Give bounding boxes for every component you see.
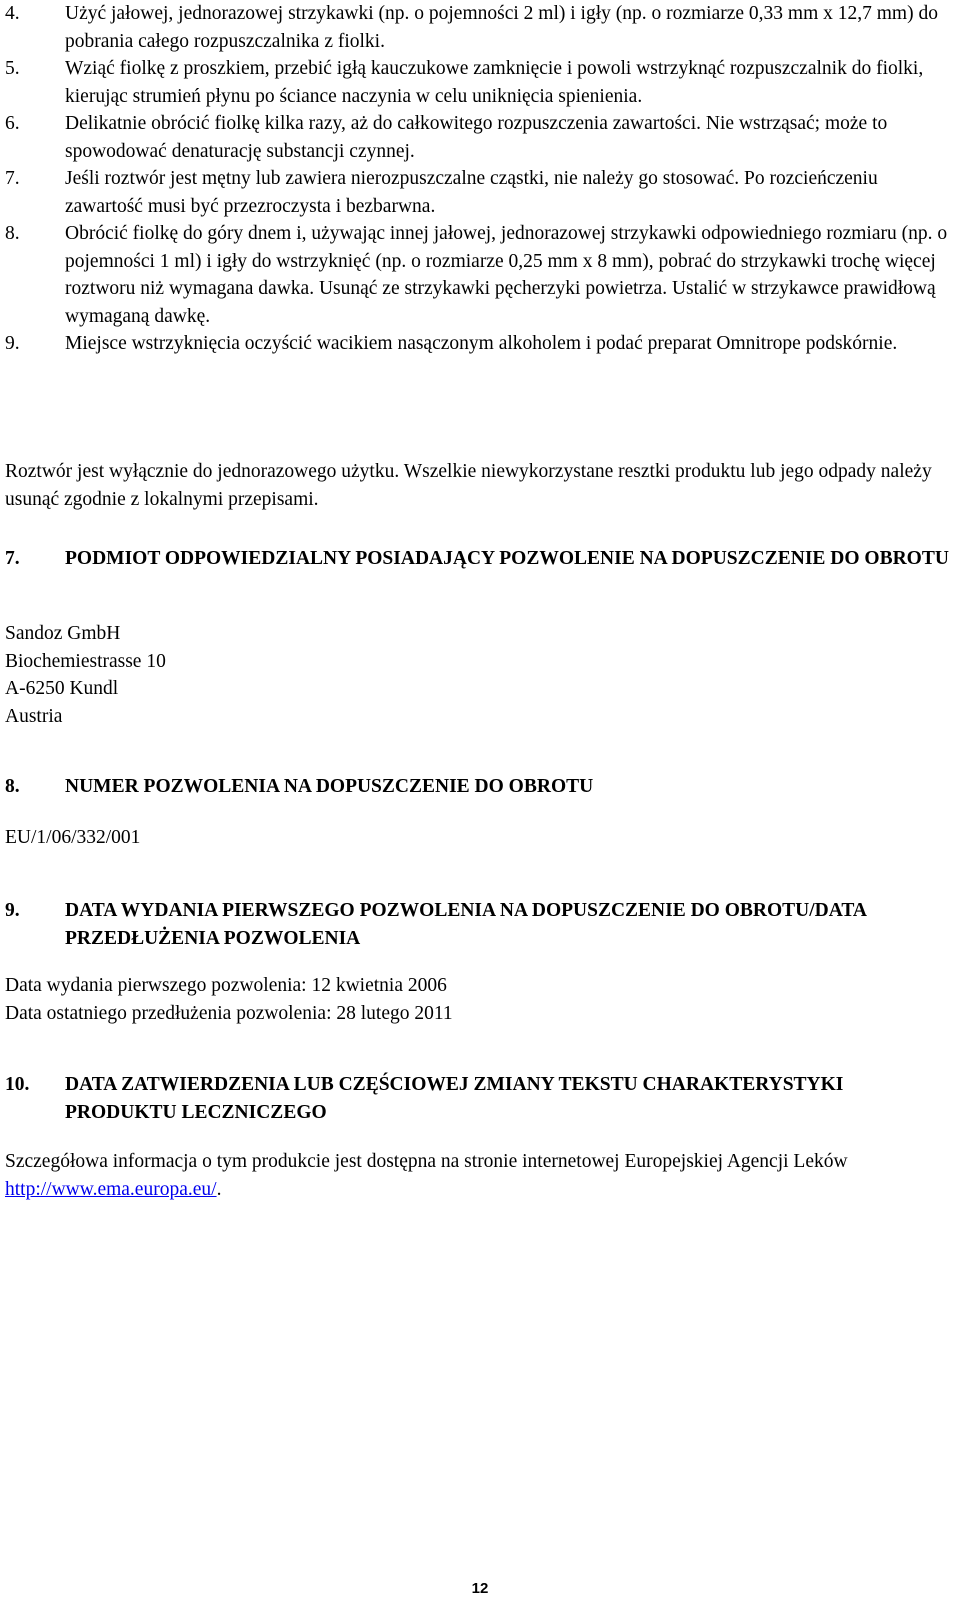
section-title: NUMER POZWOLENIA NA DOPUSZCZENIE DO OBROTU	[65, 776, 594, 797]
authorisation-dates	[5, 972, 955, 1027]
step-number: 6.	[5, 113, 20, 134]
section-number: 7.	[5, 548, 20, 569]
reconstitution-steps	[5, 0, 955, 358]
step-number: 9.	[5, 333, 20, 354]
section-10	[5, 1071, 955, 1126]
renewal-date: Data ostatniego przedłużenia pozwolenia: 28 lutego 2011	[5, 1002, 453, 1024]
step-text: Miejsce wstrzyknięcia oczyścić wacikiem nasączonym alkoholem i podać preparat Omnitrope podskórnie.	[65, 333, 898, 354]
step-text: Jeśli roztwór jest mętny lub zawiera nierozpuszczalne cząstki, nie należy go stosować. Po rozcieńczeniu zawartość musi być przezroczysta i bezbarwna.	[65, 168, 878, 217]
step-text: Wziąć fiolkę z proszkiem, przebić igłą kauczukowe zamknięcie i powoli wstrzyknąć rozpuszczalnik do fiolki, kierując strumień płynu po ściance naczynia w celu uniknięcia spienienia.	[65, 58, 924, 107]
step-item	[5, 110, 955, 165]
step-item	[5, 220, 955, 330]
address-line: A-6250 Kundl	[5, 678, 119, 699]
section-9	[5, 897, 955, 952]
step-number: 8.	[5, 223, 20, 244]
step-number: 5.	[5, 58, 20, 79]
section-title: DATA WYDANIA PIERWSZEGO POZWOLENIA NA DOPUSZCZENIE DO OBROTU/DATA PRZEDŁUŻENIA POZWOLENIA	[65, 900, 866, 949]
step-text: Użyć jałowej, jednorazowej strzykawki (np. o pojemności 2 ml) i igły (np. o rozmiarze 0,33 mm x 12,7 mm) do pobrania całego rozpuszczalnika z fiolki.	[65, 3, 938, 52]
step-item	[5, 0, 955, 55]
ema-info-end: .	[216, 1178, 222, 1200]
section-8	[5, 773, 955, 801]
step-item	[5, 165, 955, 220]
marketing-authorisation-holder-address	[5, 620, 955, 730]
address-line: Austria	[5, 705, 63, 727]
first-authorisation-date: Data wydania pierwszego pozwolenia: 12 kwietnia 2006	[5, 975, 447, 996]
ema-info-paragraph	[5, 1148, 955, 1203]
ema-info-text: Szczegółowa informacja o tym produkcie jest dostępna na stronie internetowej Europejskiej Agencji Leków	[5, 1151, 848, 1172]
address-line: Biochemiestrasse 10	[5, 650, 166, 672]
section-heading	[5, 897, 955, 952]
step-item	[5, 330, 955, 358]
page-number: 12	[471, 1580, 489, 1597]
section-number: 10.	[5, 1074, 30, 1095]
section-title: PODMIOT ODPOWIEDZIALNY POSIADAJĄCY POZWOLENIE NA DOPUSZCZENIE DO OBROTU	[65, 548, 949, 569]
step-item	[5, 55, 955, 110]
step-text: Delikatnie obrócić fiolkę kilka razy, aż do całkowitego rozpuszczenia zawartości. Nie wstrząsać; może to spowodować denaturację substancji czynnej.	[65, 113, 888, 162]
step-number: 7.	[5, 168, 20, 189]
section-number: 8.	[5, 776, 20, 797]
ema-website-link[interactable]: http://www.ema.europa.eu/	[5, 1178, 217, 1200]
step-number: 4.	[5, 3, 20, 24]
address-line: Sandoz GmbH	[5, 623, 121, 644]
section-heading	[5, 1071, 955, 1126]
section-title: DATA ZATWIERDZENIA LUB CZĘŚCIOWEJ ZMIANY TEKSTU CHARAKTERYSTYKI PRODUKTU LECZNICZEGO	[65, 1074, 844, 1123]
section-7	[5, 545, 955, 573]
step-text: Obrócić fiolkę do góry dnem i, używając innej jałowej, jednorazowej strzykawki odpowiedniego rozmiaru (np. o pojemności 1 ml) i igły do wstrzyknięć (np. o rozmiarze 0,25 mm x 8 mm), pobrać do strzykawki trochę więcej roztworu niż wymagana dawka. Usunąć ze strzykawki pęcherzyki powietrza. Ustalić w strzykawce prawidłową wymaganą dawkę.	[65, 223, 948, 327]
authorisation-number: EU/1/06/332/001	[5, 827, 141, 848]
section-number: 9.	[5, 900, 20, 921]
section-heading	[5, 545, 955, 573]
section-heading	[5, 773, 955, 801]
disposal-note: Roztwór jest wyłącznie do jednorazowego użytku. Wszelkie niewykorzystane resztki produktu lub jego odpady należy usunąć zgodnie z lokalnymi przepisami.	[5, 461, 932, 510]
